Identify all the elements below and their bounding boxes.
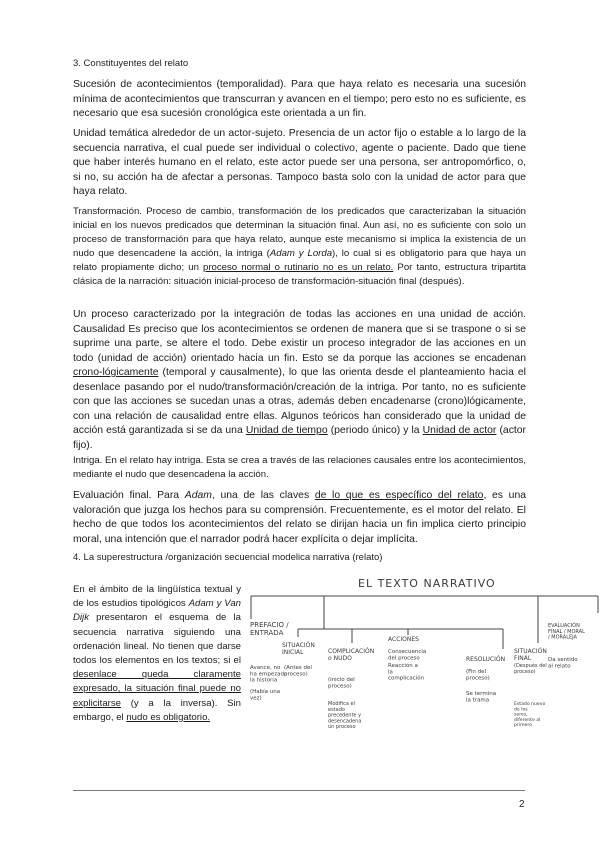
node-note: (Había una vez) <box>250 689 281 702</box>
node-note: (Después del proceso) <box>514 663 547 675</box>
node-label: SITUACIÓN FINAL <box>514 648 547 662</box>
text-run-underlined: crono-lógicamente <box>73 367 159 378</box>
text-run: , una de las claves <box>211 490 315 501</box>
node-note: (Fin del proceso) <box>466 669 490 682</box>
text-run: (actor fijo). <box>73 425 527 451</box>
text-run-italic: Adam <box>184 490 212 501</box>
node-note: Consecuencia del proceso <box>388 649 427 662</box>
text-run-underlined: nudo es obligatorio. <box>126 711 211 723</box>
node-label: COMPLICACIÓN o NUDO <box>328 648 375 662</box>
node-note: Estado nuevo de los seres, diferente al primero <box>514 702 546 729</box>
diagram-node-prefacio <box>250 621 289 701</box>
text-run-underlined: desenlace queda claramente expresado, la situación final puede no explicitarse <box>73 669 241 709</box>
text-run-italic: Adam y Van Dijk <box>73 598 241 624</box>
text-run: , es una valoración que juzga los hechos para su comprensión. Frecuentemente, es el motor del relato. El hecho de que todos los acontecimientos del relato se dirijan hacia un fin implica cierto principio moral, una intención que el narrador podrá hacer explícita o dejar implícita. <box>73 490 526 545</box>
paragraph-temporality: Sucesión de acontecimientos (temporalidad). Para que haya relato es necesaria una sucesión mínima de acontecimientos que transcurran y avancen en el tiempo; pero esto no es suficiente, es necesario que esa sucesión cronológica este orientada a un fin. <box>73 79 526 119</box>
diagram-title: EL TEXTO NARRATIVO <box>358 577 496 590</box>
node-label: ACCIONES <box>388 636 419 643</box>
text-run-italic: Adam y Lorda <box>269 248 333 259</box>
text-run-underlined: de lo que es específico del relato <box>314 490 484 501</box>
node-label: EVALUACIÓN FINAL / MORAL / MORALEJA <box>548 623 585 641</box>
text-run: Transformación. Proceso de cambio, transformación de los predicados que caracterizaban la situación inicial en los nuevos predicados que determinan la situación final. Aun así, no es suficiente con solo un proceso de transformación para que haya relato, aunque este mecanismo si implica la existencia de un nudo que desencadene la acción, la intriga ( <box>73 206 526 259</box>
page-number: 2 <box>519 799 525 810</box>
node-label: RESOLUCIÓN <box>466 656 506 663</box>
paragraph-transformation <box>73 205 526 289</box>
node-note: Da sentido al relato <box>548 657 578 670</box>
diagram-node-evaluacion-final <box>548 622 585 669</box>
paragraph-intrigue: Intriga. En el relato hay intriga. Esta se crea a través de las relaciones causales entre los acontecimientos, mediante el nudo que desencadena la acción. <box>73 455 526 480</box>
text-run: ), lo cual si es obligatorio para que haya un relato propiamente dicho; un <box>73 248 526 273</box>
text-run: (y a la inversa). Sin embargo, el <box>73 697 241 723</box>
paragraph-thematic-unity: Unidad temática alrededor de un actor-sujeto. Presencia de un actor fijo o estable a lo largo de la secuencia narrativa, el cual puede ser individual o colectivo, agente o paciente. Dado que tiene que haber interés humano en el relato, este actor puede ser una persona, ser antropomórfico, o, si no, su acción ha de afectar a personas. Tampoco basta solo con la unidad de actor para que haya relato. <box>73 128 526 197</box>
text-run: (periodo único) y la <box>327 425 423 436</box>
section-3-heading: 3. Constituyentes del relato <box>73 58 189 69</box>
text-run: Un proceso caracterizado por la integración de todas las acciones en una unidad de acción. <box>73 309 526 320</box>
node-label: PREFACIO / ENTRADA <box>250 621 289 638</box>
section-4-heading: 4. La superestructura /organización secuencial modelica narrativa (relato) <box>73 552 383 563</box>
diagram-node-situacion-final <box>514 648 547 728</box>
sidebar-paragraph <box>73 583 241 725</box>
footer-divider <box>73 790 525 791</box>
paragraph-causality <box>73 308 526 453</box>
text-run: Por tanto, estructura tripartita clásica de la narración: situación inicial-proceso de transformación-situación final (después). <box>73 262 526 287</box>
text-run-underlined: proceso normal o rutinario no es un relato. <box>203 262 394 273</box>
text-run: Causalidad Es preciso que los acontecimientos se ordenen de manera que si se traspone o si se suprime una parte, se altere el todo. Debe existir un proceso integrador de las acciones en un todo (unidad de acción) orientado hacia un fin. Esto se da porque las acciones se encadenan <box>73 323 526 364</box>
text-run: presentaron el esquema de la secuencia narrativa siguiendo una ordenación lineal. No tienen que darse todos los elementos en los textos; si el <box>73 612 241 667</box>
text-run: En el ámbito de la lingüística textual y de los estudios tipológicos <box>73 584 241 610</box>
diagram-node-situacion-inicial <box>282 642 315 677</box>
node-note: Avance, no ha empezado la historia <box>250 665 288 684</box>
diagram-node-resolucion <box>466 656 505 703</box>
node-note: Se termina la trama <box>466 691 497 704</box>
text-run: (temporal y causalmente), lo que las orienta desde el planteamiento hacia el desenlace pasando por el nudo/transformación/creación de la intriga. Por tanto, no es suficiente con que las acciones se sucedan unas a otras, además deben encadenarse (crono)lógicamente, con una relación de causalidad entre ellas. Algunos teóricos han considerado que la unidad de acción está garantizada si se da una <box>73 367 526 436</box>
paragraph-evaluation <box>73 489 526 547</box>
diagram-node-complicacion <box>328 648 374 730</box>
node-note: (inicio del proceso) <box>328 677 355 690</box>
node-note: (Antes del proceso) <box>284 665 312 678</box>
text-run: Evaluación final. Para <box>73 490 185 501</box>
text-run-underlined: Unidad de actor <box>422 425 497 436</box>
narrative-structure-diagram <box>248 571 600 771</box>
node-note: Modifica el estado precedente y desencadena un proceso <box>328 701 362 730</box>
node-label: SITUACIÓN INICIAL <box>282 642 315 656</box>
diagram-node-acciones <box>388 636 426 682</box>
text-run-underlined: Unidad de tiempo <box>245 425 328 436</box>
node-note: Reacción a la complicación <box>388 663 425 682</box>
